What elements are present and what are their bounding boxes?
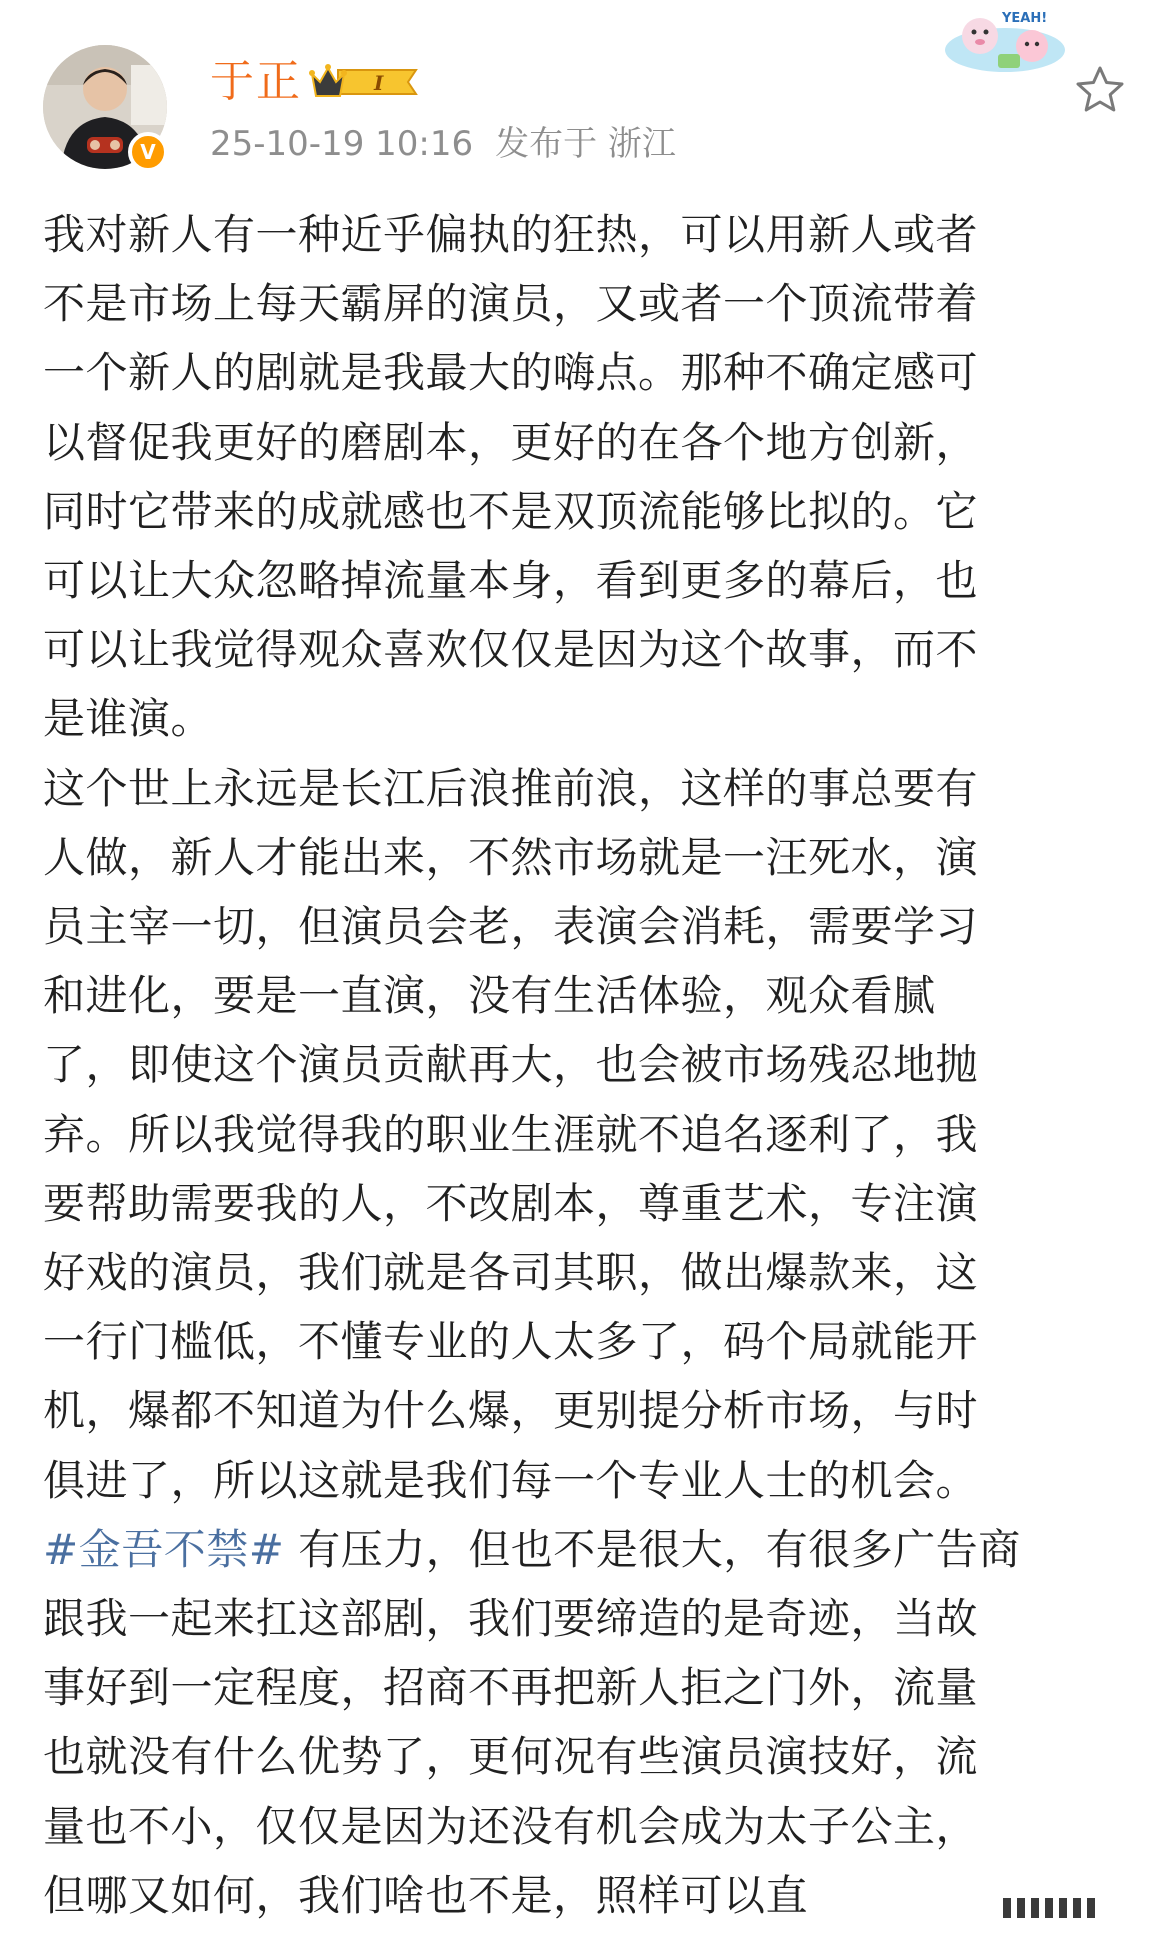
post-paragraph-2 (43, 754, 1133, 1515)
verified-v-icon: V (128, 132, 168, 172)
post-line: 是谁演。 (43, 694, 214, 744)
favorite-star-icon[interactable] (1072, 62, 1128, 118)
post-line: 可以让我觉得观众喜欢仅仅是因为这个故事，而不 (43, 625, 979, 675)
post-line: 人做，新人才能出来，不然市场就是一汪死水，演 (43, 832, 979, 882)
sticker-text: YEAH! (1002, 11, 1048, 26)
post-body (43, 200, 1133, 1930)
post-line: 有压力，但也不是很大，有很多广告商 (284, 1524, 1021, 1574)
post-meta (210, 122, 698, 166)
post-line: 但哪又如何，我们啥也不是，照样可以直 (43, 1870, 809, 1920)
post-line: 可以让大众忽略掉流量本身，看到更多的幕后，也 (43, 556, 979, 606)
post-line: 这个世上永远是长江后浪推前浪，这样的事总要有 (43, 763, 979, 813)
post-line: 以督促我更好的磨剧本，更好的在各个地方创新， (43, 417, 979, 467)
post-line: 事好到一定程度，招商不再把新人拒之门外，流量 (43, 1663, 979, 1713)
post-line: 跟我一起来扛这部剧，我们要缔造的是奇迹，当故 (43, 1594, 979, 1644)
post-line: 一行门槛低，不懂专业的人太多了，码个局就能开 (43, 1317, 979, 1367)
hashtag-link[interactable]: #金吾不禁# (43, 1524, 285, 1574)
post-line: 和进化，要是一直演，没有生活体验，观众看腻 (43, 971, 936, 1021)
crown-icon[interactable] (308, 60, 426, 104)
post-paragraph-3 (43, 1515, 1133, 1930)
post-line: 员主宰一切，但演员会老，表演会消耗，需要学习 (43, 902, 979, 952)
post-line: 要帮助需要我的人，不改剧本，尊重艺术，专注演 (43, 1178, 979, 1228)
post-line: 好戏的演员，我们就是各司其职，做出爆款来，这 (43, 1248, 979, 1298)
post-line: 也就没有什么优势了，更何况有些演员演技好，流 (43, 1732, 979, 1782)
post-location: 发布于 浙江 (495, 124, 676, 164)
post-line: 弃。所以我觉得我的职业生涯就不追名逐利了，我 (43, 1109, 979, 1159)
post-paragraph-1 (43, 200, 1133, 754)
decorative-sticker (940, 2, 1070, 76)
post-line: 俱进了，所以这就是我们每一个专业人士的机会。 (43, 1455, 979, 1505)
post-line: 我对新人有一种近乎偏执的狂热，可以用新人或者 (43, 210, 979, 259)
post-line: 不是市场上每天霸屏的演员，又或者一个顶流带着 (43, 279, 979, 329)
post-line: 同时它带来的成就感也不是双顶流能够比拟的。它 (43, 486, 979, 536)
post-timestamp: 25-10-19 10:16 (210, 124, 474, 164)
vip-level: I (374, 71, 384, 95)
post-line: 一个新人的剧就是我最大的嗨点。那种不确定感可 (43, 348, 979, 398)
post-header (0, 0, 1170, 190)
post-line: 机，爆都不知道为什么爆，更别提分析市场，与时 (43, 1386, 979, 1436)
post-line: 量也不小，仅仅是因为还没有机会成为太子公主， (43, 1801, 979, 1851)
author-name[interactable]: 于正 (210, 56, 302, 107)
watermark-logo (995, 1888, 1105, 1928)
post-line: 了，即使这个演员贡献再大，也会被市场残忍地抛 (43, 1040, 979, 1090)
